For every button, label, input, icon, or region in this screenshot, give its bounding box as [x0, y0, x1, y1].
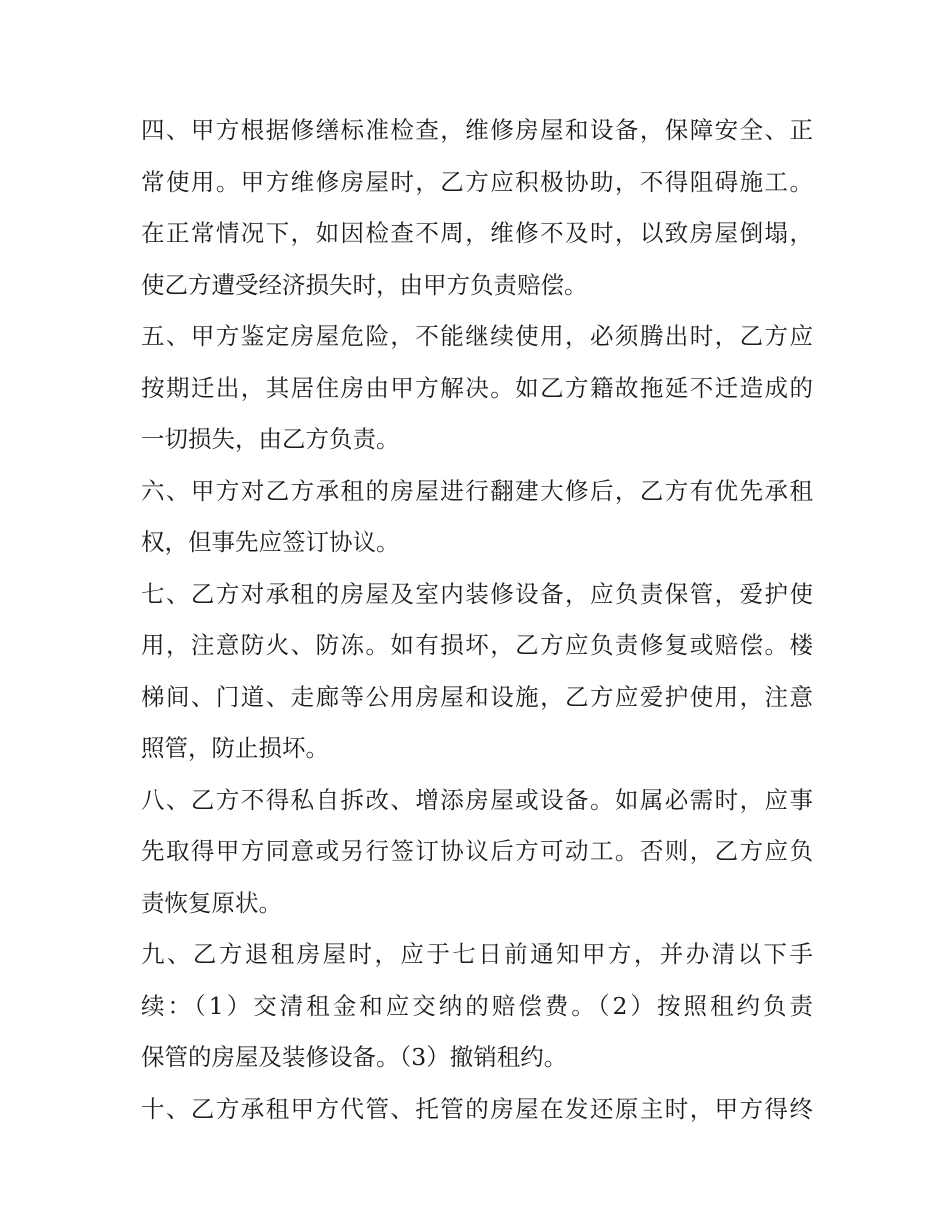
text-line: 六、甲方对乙方承租的房屋进行翻建大修后，乙方有优先承租 [141, 476, 813, 505]
text-line: 先取得甲方同意或另行签订协议后方可动工。否则，乙方应负 [141, 837, 813, 865]
clause-9 [141, 929, 813, 1084]
text-line: 四、甲方根据修缮标准检查，维修房屋和设备，保障安全、正 [141, 116, 813, 144]
text-line: 一切损失，由乙方负责。 [141, 425, 400, 453]
clause-6 [141, 466, 813, 569]
text-line: 在正常情况下，如因检查不周，维修不及时，以致房屋倒塌， [141, 219, 813, 247]
document-body [141, 105, 813, 1135]
text-line: 九、乙方退租房屋时，应于七日前通知甲方，并办清以下手 [141, 940, 813, 968]
text-line: 八、乙方不得私自拆改、增添房屋或设备。如属必需时，应事 [141, 785, 813, 814]
text-line: 保管的房屋及装修设备。（3）撤销租约。 [141, 1043, 568, 1071]
clause-7 [141, 569, 813, 775]
text-line: 十、乙方承租甲方代管、托管的房屋在发还原主时，甲方得终 [141, 1094, 813, 1123]
text-line: 按期迁出，其居住房由甲方解决。如乙方籍故拖延不迁造成的 [141, 373, 813, 402]
text-line: 梯间、门道、走廊等公用房屋和设施，乙方应爱护使用，注意 [141, 682, 813, 711]
text-line: 五、甲方鉴定房屋危险，不能继续使用，必须腾出时，乙方应 [141, 322, 813, 350]
clause-5 [141, 311, 813, 466]
text-line: 常使用。甲方维修房屋时，乙方应积极协助，不得阻碍施工。 [141, 167, 813, 196]
text-line: 责恢复原状。 [141, 888, 282, 917]
clause-10 [141, 1084, 813, 1136]
clause-4 [141, 105, 813, 311]
clause-8 [141, 775, 813, 930]
text-line: 使乙方遭受经济损失时，由甲方负责赔偿。 [141, 270, 588, 299]
text-line: 权，但事先应签订协议。 [141, 528, 400, 556]
text-line: 七、乙方对承租的房屋及室内装修设备，应负责保管，爱护使 [141, 579, 813, 608]
text-line: 续：（1）交清租金和应交纳的赔偿费。（2）按照租约负责 [141, 991, 813, 1020]
text-line: 用，注意防火、防冻。如有损坏，乙方应负责修复或赔偿。楼 [141, 631, 813, 659]
text-line: 照管，防止损坏。 [141, 734, 329, 762]
